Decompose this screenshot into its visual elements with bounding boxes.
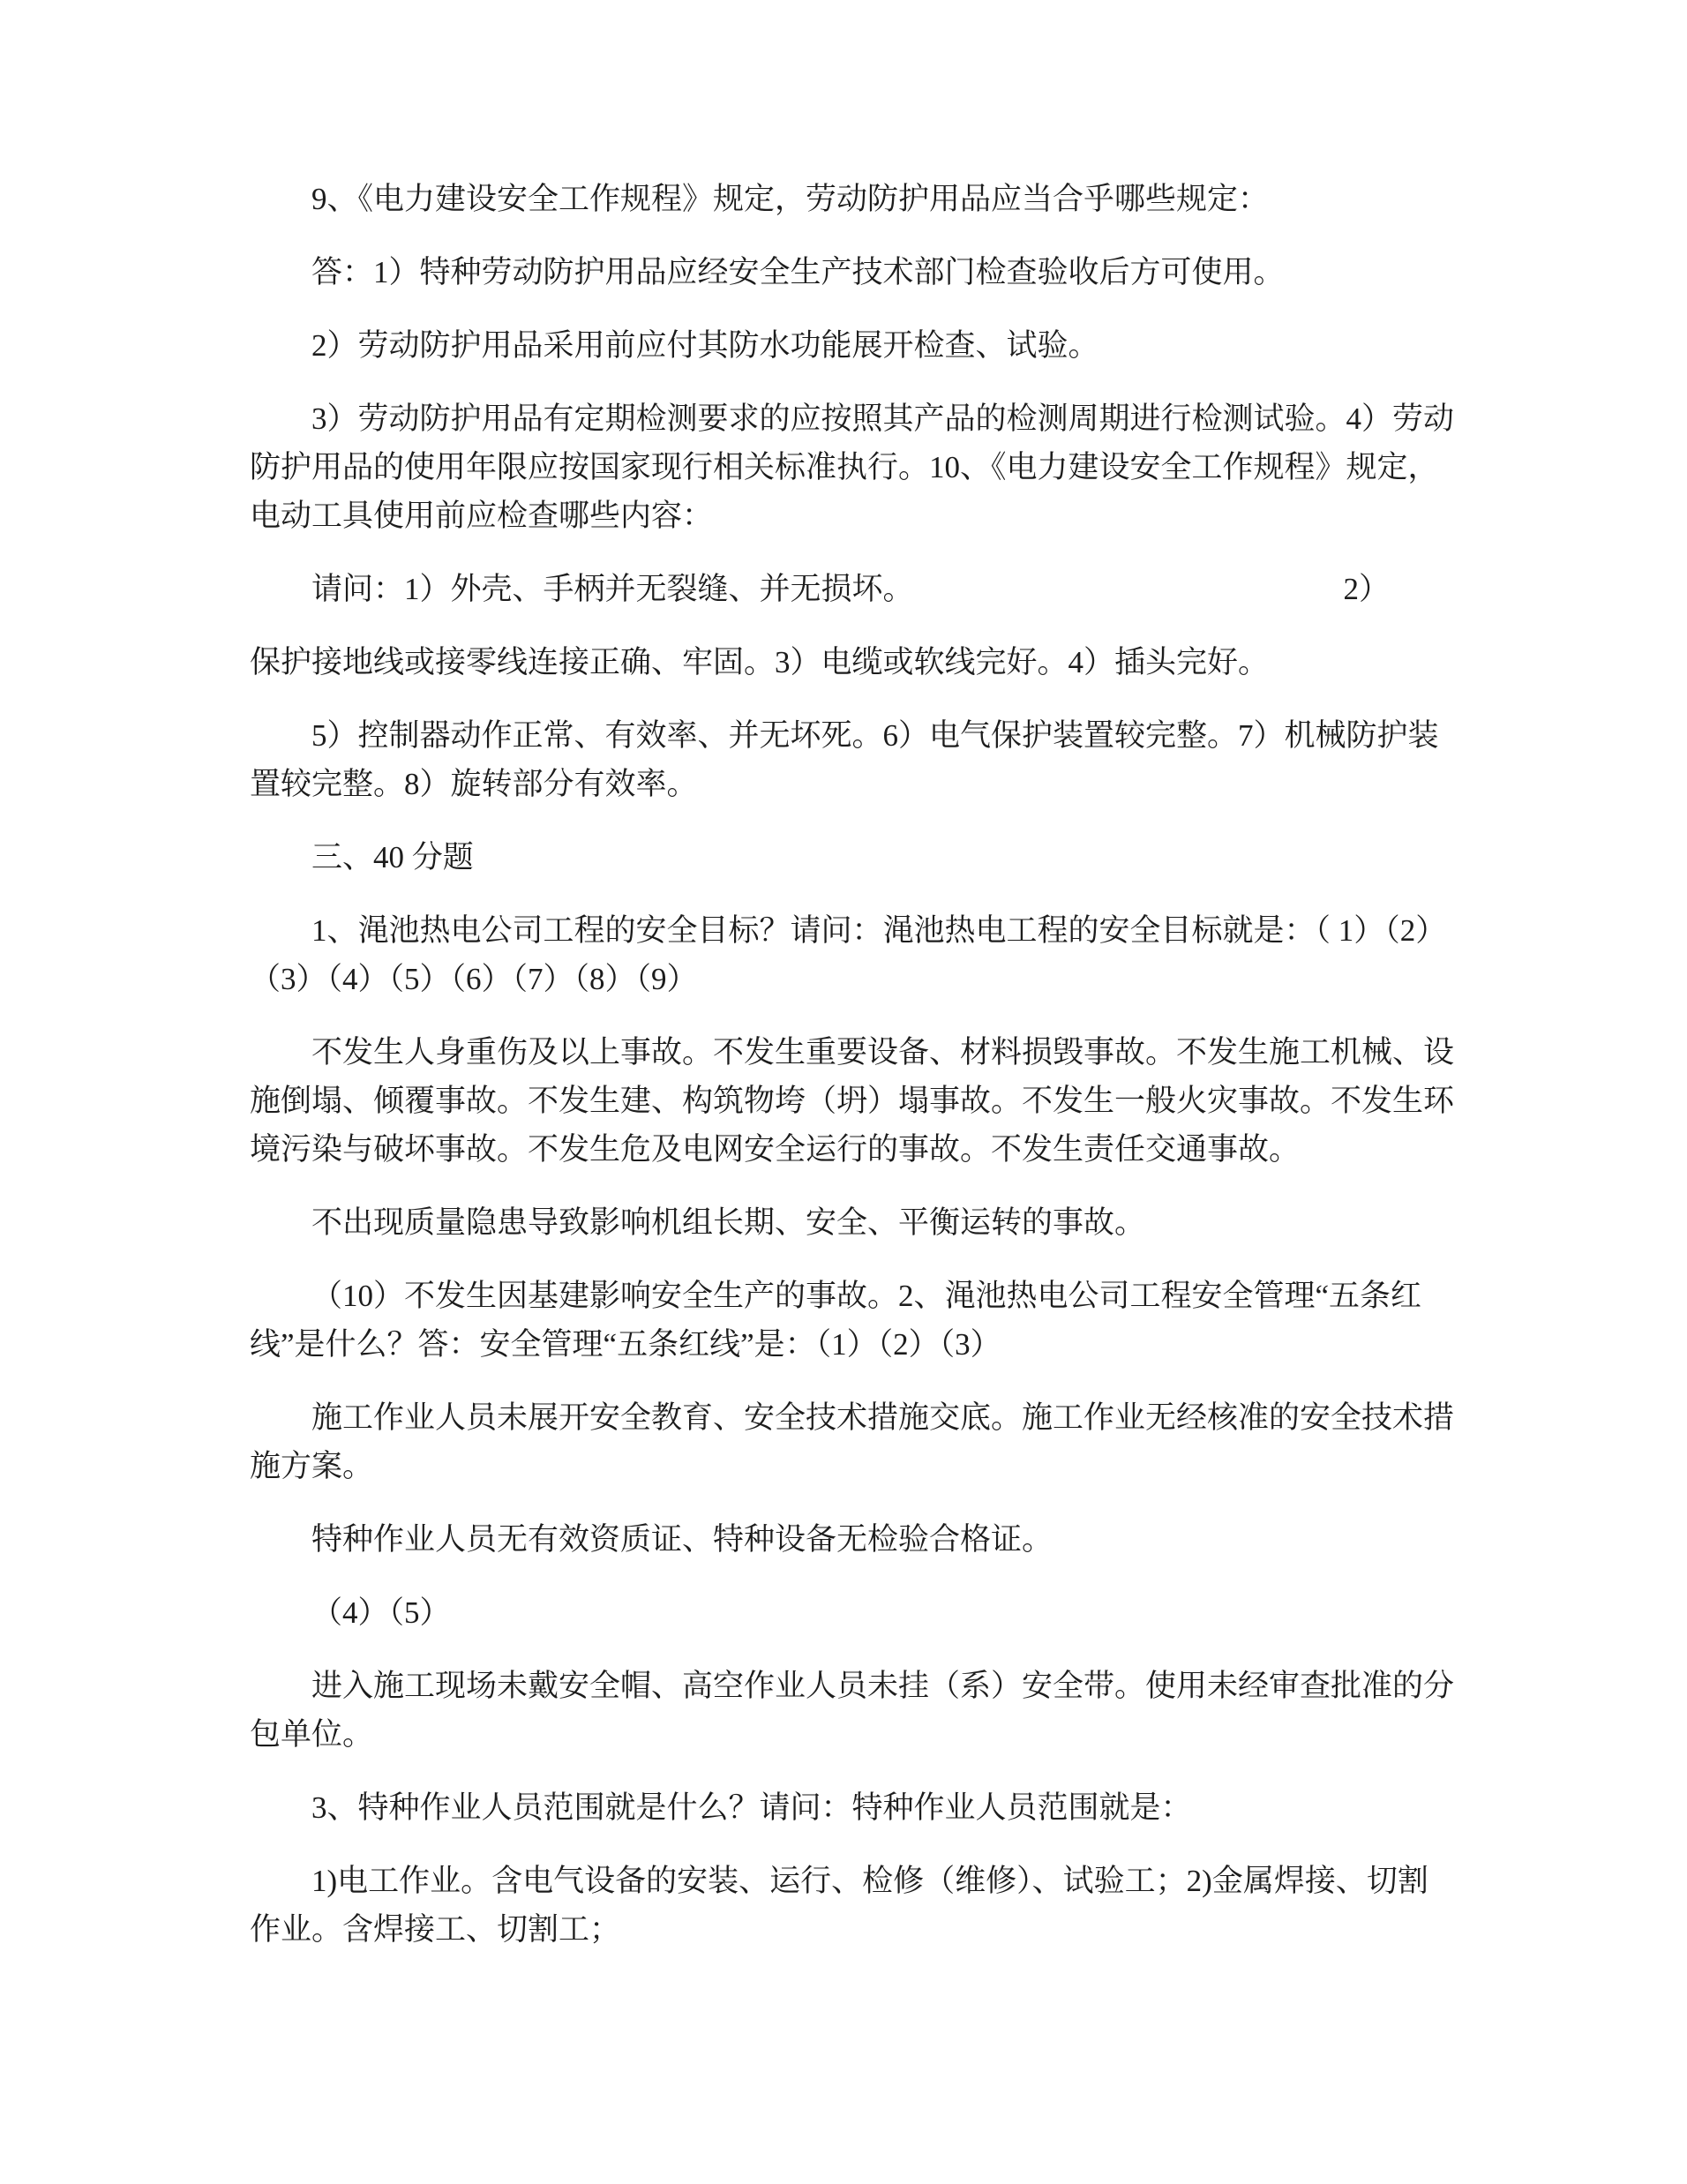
text-line: 境污染与破坏事故。不发生危及电网安全运行的事故。不发生责任交通事故。 <box>250 1132 1301 1167</box>
text-line <box>250 565 1456 613</box>
paragraph <box>250 1272 1456 1369</box>
paragraph <box>250 1515 1456 1564</box>
paragraph <box>250 175 1456 223</box>
text-line: 进入施工现场未戴安全帽、高空作业人员未挂（系）安全带。使用未经审查批准的分 <box>311 1669 1455 1703</box>
text-line: 线”是什么？答：安全管理“五条红线”是：（1）（2）（3） <box>250 1327 1001 1362</box>
text-line: 1、渑池热电公司工程的安全目标？请问：渑池热电工程的安全目标就是：（ 1）（2） <box>311 913 1447 948</box>
paragraph <box>250 565 1456 613</box>
text-line: 3）劳动防护用品有定期检测要求的应按照其产品的检测周期进行检测试验。4）劳动 <box>311 402 1455 436</box>
paragraph <box>250 1393 1456 1490</box>
document-content <box>250 175 1456 1978</box>
text-line: 电动工具使用前应检查哪些内容： <box>250 499 714 533</box>
text-line: 不发生人身重伤及以上事故。不发生重要设备、材料损毁事故。不发生施工机械、设 <box>311 1035 1455 1069</box>
text-line: 1)电工作业。含电气设备的安装、运行、检修（维修）、试验工；2)金属焊接、切割 <box>311 1864 1428 1898</box>
text-line-main: 请问：1）外壳、手柄并无裂缝、并无损坏。 <box>311 572 914 606</box>
text-line: 置较完整。8）旋转部分有效率。 <box>250 767 698 801</box>
text-line: 作业。含焊接工、切割工； <box>250 1912 621 1947</box>
paragraph <box>250 906 1456 1003</box>
paragraph <box>250 1783 1456 1832</box>
paragraph <box>250 394 1456 540</box>
paragraph <box>250 1662 1456 1759</box>
paragraph <box>250 1028 1456 1174</box>
paragraph <box>250 711 1456 808</box>
text-line: 施工作业人员未展开安全教育、安全技术措施交底。施工作业无经核准的安全技术措 <box>311 1400 1455 1435</box>
text-line: 防护用品的使用年限应按国家现行相关标准执行。10、《电力建设安全工作规程》规定， <box>250 450 1439 484</box>
paragraph <box>250 833 1456 882</box>
paragraph <box>250 248 1456 296</box>
text-line: 三、40 分题 <box>311 840 474 874</box>
text-line: （3）（4）（5）（6）（7）（8）（9） <box>250 962 698 996</box>
text-line: 不出现质量隐患导致影响机组长期、安全、平衡运转的事故。 <box>311 1205 1146 1240</box>
paragraph <box>250 1857 1456 1954</box>
text-line: 保护接地线或接零线连接正确、牢固。3）电缆或软线完好。4）插头完好。 <box>250 645 1270 679</box>
paragraph <box>250 1588 1456 1637</box>
text-line: 5）控制器动作正常、有效率、并无坏死。6）电气保护装置较完整。7）机械防护装 <box>311 718 1439 753</box>
text-line: （10）不发生因基建影响安全生产的事故。2、渑池热电公司工程安全管理“五条红 <box>311 1279 1422 1313</box>
text-line: 特种作业人员无有效资质证、特种设备无检验合格证。 <box>311 1522 1053 1557</box>
paragraph <box>250 638 1456 687</box>
text-line: 施方案。 <box>250 1449 374 1483</box>
text-line: 施倒塌、倾覆事故。不发生建、构筑物垮（坍）塌事故。不发生一般火灾事故。不发生环 <box>250 1084 1455 1118</box>
paragraph <box>250 1198 1456 1247</box>
text-line: 3、特种作业人员范围就是什么？请问：特种作业人员范围就是： <box>311 1790 1192 1825</box>
text-line: 9、《电力建设安全工作规程》规定，劳动防护用品应当合乎哪些规定： <box>311 182 1270 216</box>
text-line: 2）劳动防护用品采用前应付其防水功能展开检查、试验。 <box>311 328 1099 363</box>
text-line: （4）（5） <box>311 1595 451 1630</box>
text-line-tail: 2） <box>1343 572 1390 606</box>
text-line: 答：1）特种劳动防护用品应经安全生产技术部门检查验收后方可使用。 <box>311 255 1285 289</box>
paragraph <box>250 321 1456 370</box>
text-line: 包单位。 <box>250 1717 374 1752</box>
